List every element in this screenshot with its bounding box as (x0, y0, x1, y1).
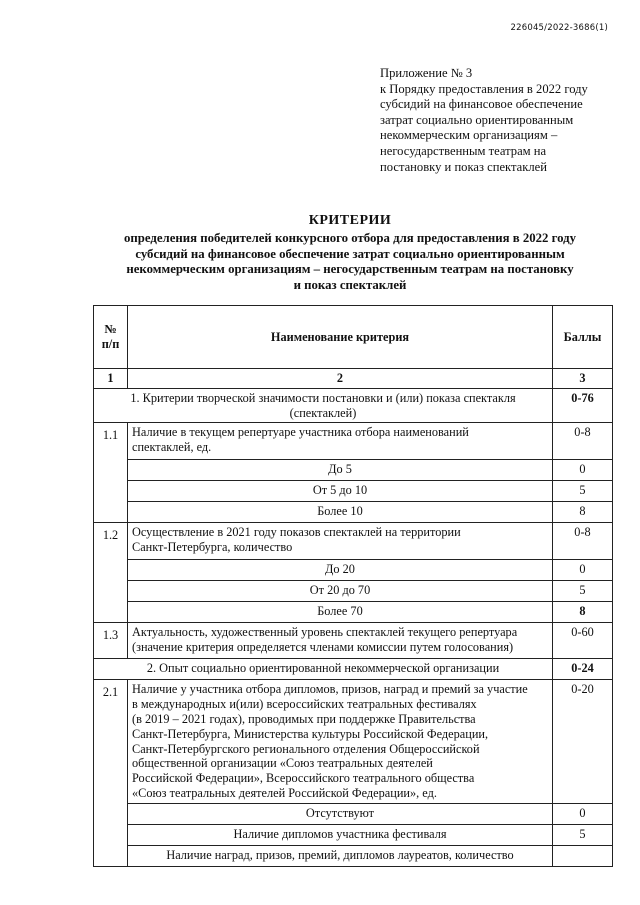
criterion-row-1-3 (94, 623, 613, 659)
criterion-num: 1.1 (94, 423, 128, 523)
criterion-line: Осуществление в 2021 году показов спектаклей на территории (132, 525, 461, 540)
criterion-text (128, 623, 553, 659)
title-line: некоммерческим организациям – негосударственным театрам на постановку (126, 262, 574, 277)
option-label: Более 10 (128, 502, 553, 523)
option-points: 0 (553, 460, 613, 481)
criterion-line: (значение критерия определяется членами комиссии путем голосования) (132, 640, 514, 655)
option-points: 8 (553, 602, 613, 623)
criterion-line: общественной организации «Союз театральных деятелей (132, 756, 433, 771)
annex-line: Приложение № 3 (380, 66, 473, 80)
section-1-line: 1. Критерии творческой значимости постановки и (или) показа спектакля (130, 390, 516, 405)
criterion-text (128, 523, 553, 560)
annex-header (380, 66, 615, 175)
option-points: 8 (553, 502, 613, 523)
document-title (100, 213, 600, 294)
option-points: 5 (553, 824, 613, 845)
criterion-line: Санкт-Петербурга, Министерства культуры Российской Федерации, (132, 726, 489, 741)
criterion-line: Санкт-Петербурга, количество (132, 540, 293, 555)
option-points: 5 (553, 581, 613, 602)
option-points: 5 (553, 481, 613, 502)
title-main: КРИТЕРИИ (308, 213, 392, 228)
header-name: Наименование критерия (128, 306, 553, 369)
criterion-points: 0-8 (553, 523, 613, 560)
annex-line: субсидий на финансовое обеспечение (380, 97, 583, 112)
annex-line: затрат социально ориентированным (380, 112, 574, 127)
header-points: Баллы (553, 306, 613, 369)
option-label: Более 70 (128, 602, 553, 623)
criterion-line: «Союз театральных деятелей Российской Федерации», ед. (132, 785, 437, 800)
annex-line: негосударственным театрам на (380, 143, 547, 158)
colnum-2: 2 (128, 369, 553, 389)
criterion-points: 0-20 (553, 680, 613, 803)
document-number: 226045/2022-3686(1) (510, 23, 608, 33)
option-label: До 20 (128, 560, 553, 581)
section-1-points: 0-76 (553, 388, 613, 423)
criterion-text (128, 680, 553, 803)
option-row (94, 502, 613, 523)
column-number-row (94, 369, 613, 389)
section-2-label: 2. Опыт социально ориентированной некоммерческой организации (94, 659, 553, 680)
option-label: От 20 до 70 (128, 581, 553, 602)
criteria-table (93, 305, 613, 867)
criterion-line: Санкт-Петербургского регионального отделения Общероссийской (132, 741, 480, 756)
option-row (94, 824, 613, 845)
criterion-line: Наличие в текущем репертуаре участника отбора наименований (132, 425, 469, 440)
option-row (94, 602, 613, 623)
criterion-line: Наличие у участника отбора дипломов, призов, наград и премий за участие (132, 682, 528, 697)
annex-line: постановку и показ спектаклей (380, 159, 547, 174)
criterion-row-1-2 (94, 523, 613, 560)
option-points (553, 845, 613, 866)
section-2-row (94, 659, 613, 680)
option-points: 0 (553, 803, 613, 824)
colnum-3: 3 (553, 369, 613, 389)
option-points: 0 (553, 560, 613, 581)
criterion-num: 2.1 (94, 680, 128, 866)
annex-line: к Порядку предоставления в 2022 году (380, 81, 588, 96)
criterion-text (128, 423, 553, 460)
option-row (94, 845, 613, 866)
criterion-row-1-1 (94, 423, 613, 460)
option-row (94, 460, 613, 481)
option-row (94, 560, 613, 581)
option-label: Наличие наград, призов, премий, дипломов лауреатов, количество (128, 845, 553, 866)
criterion-points: 0-60 (553, 623, 613, 659)
criterion-num: 1.3 (94, 623, 128, 659)
criterion-num: 1.2 (94, 523, 128, 623)
annex-line: некоммерческим организациям – (380, 128, 558, 143)
option-row (94, 581, 613, 602)
criterion-row-2-1 (94, 680, 613, 803)
section-1-line: (спектаклей) (289, 405, 357, 420)
option-label: Наличие дипломов участника фестиваля (128, 824, 553, 845)
criterion-line: в международных и(или) всероссийских театральных фестивалях (132, 697, 477, 712)
criterion-line: Российской Федерации», Всероссийского театрального общества (132, 771, 475, 786)
header-num: № п/п (94, 306, 128, 369)
section-2-points: 0-24 (553, 659, 613, 680)
criterion-line: (в 2019 – 2021 годах), проводимых при поддержке Правительства (132, 711, 476, 726)
option-label: До 5 (128, 460, 553, 481)
section-1-label (94, 388, 553, 423)
title-line: и показ спектаклей (293, 278, 407, 293)
section-1-row (94, 388, 613, 423)
title-line: субсидий на финансовое обеспечение затрат социально ориентированным (135, 246, 565, 261)
criterion-line: Актуальность, художественный уровень спектаклей текущего репертуара (132, 625, 518, 640)
option-label: Отсутствуют (128, 803, 553, 824)
option-row (94, 803, 613, 824)
table-header-row (94, 306, 613, 369)
title-line: определения победителей конкурсного отбора для предоставления в 2022 году (123, 230, 577, 245)
criterion-line: спектаклей, ед. (132, 440, 212, 455)
colnum-1: 1 (94, 369, 128, 389)
option-label: От 5 до 10 (128, 481, 553, 502)
option-row (94, 481, 613, 502)
criterion-points: 0-8 (553, 423, 613, 460)
